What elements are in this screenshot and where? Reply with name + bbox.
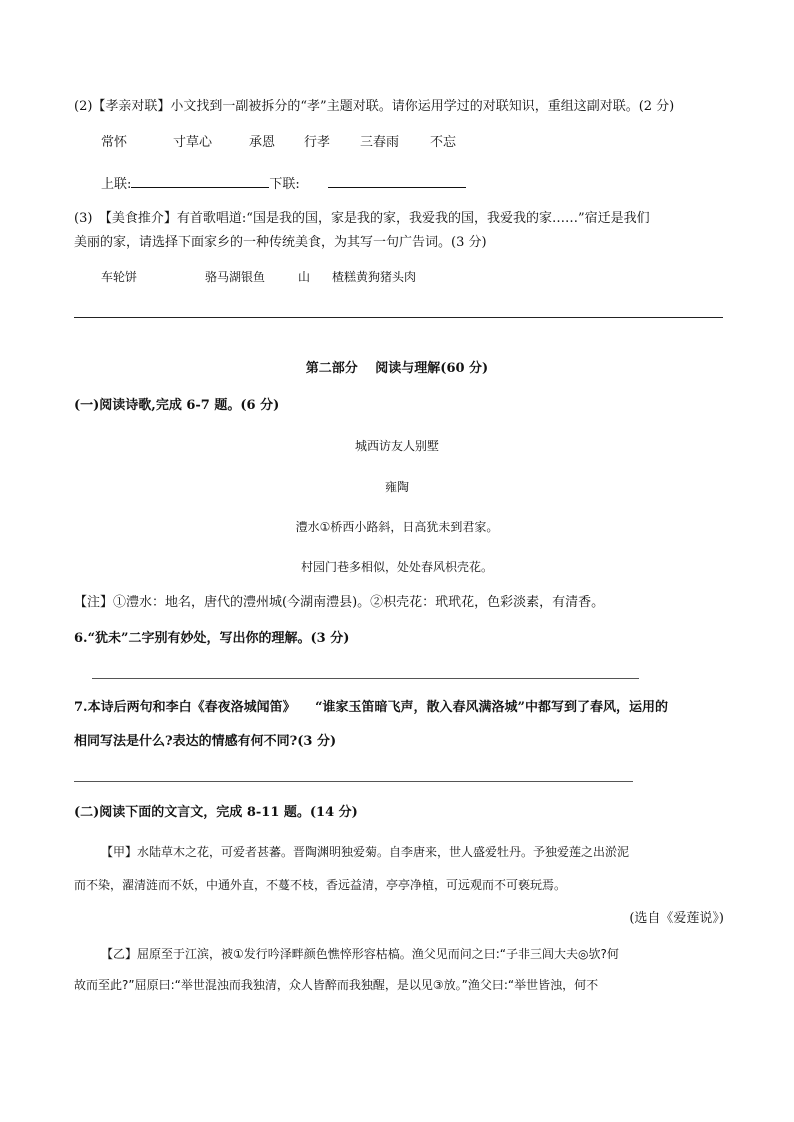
- passage-jia-line1: 【甲】水陆草木之花，可爱者甚蕃。晋陶渊明独爱菊。自李唐来，世人盛爱牡丹。予独爱莲之出淤泥: [101, 845, 630, 859]
- q6-answer-line[interactable]: [92, 678, 639, 679]
- q2-word-3: 承恩: [249, 135, 276, 150]
- passage-yi-line1: 【乙】屈原至于江滨，被①发行吟泽畔颜色憔悴形容枯槁。渔父见而问之曰:“子非三闾大夫◎欤?何: [101, 947, 619, 961]
- section-divider: [74, 317, 723, 318]
- q2-word-5: 三春雨: [360, 135, 400, 150]
- q2-word-2: 寸草心: [173, 135, 213, 150]
- question-7-line1: 7.本诗后两句和李白《春夜洛城闻笛》 “谁家玉笛暗飞声，散入春风满洛城”中都写到了春风，运用的: [74, 700, 669, 715]
- food-option-2: 骆马湖银鱼: [205, 270, 266, 284]
- q2-word-4: 行孝: [304, 135, 331, 150]
- food-option-1: 车轮饼: [101, 270, 138, 284]
- q2-word-1: 常怀: [101, 135, 128, 150]
- section1-title: (一)阅读诗歌,完成 6-7 题。(6 分): [74, 398, 280, 413]
- food-option-3: 山: [298, 270, 311, 284]
- section2-title: (二)阅读下面的文言文，完成 8-11 题。(14 分): [74, 805, 358, 820]
- question-6: 6.“犹未”二字别有妙处，写出你的理解。(3 分): [74, 631, 350, 646]
- q2-stem: (2)【孝亲对联】小文找到一副被拆分的“孝”主题对联。请你运用学过的对联知识，重组这副对联。(2 分): [74, 99, 675, 114]
- lower-couplet-blank[interactable]: [328, 174, 466, 188]
- q3-stem-line1: (3) 【美食推介】有首歌唱道:“国是我的国，家是我的家，我爱我的国，我爱我的家……”宿迁是我们: [74, 211, 650, 226]
- lower-couplet-label: 下联:: [269, 177, 300, 192]
- passage-jia-line2: 而不染，濯清涟而不妖，中通外直，不蔓不枝，香远益清，亭亭净植，可远观而不可亵玩焉。: [74, 878, 567, 892]
- q2-word-6: 不忘: [430, 135, 457, 150]
- poem-author: 雍陶: [384, 480, 409, 494]
- food-option-4: 楂糕黄狗猪头肉: [332, 270, 417, 284]
- poem-note: 【注】①澧水：地名，唐代的澧州城(今湖南澧县)。②枳壳花：玳玳花，色彩淡素，有清香。: [74, 595, 605, 610]
- q2-answer-line: [101, 174, 466, 194]
- upper-couplet-blank[interactable]: [131, 174, 269, 188]
- part2-title: 第二部分 阅读与理解(60 分): [305, 361, 489, 376]
- poem-line-2: 村园门巷多相似，处处春风枳壳花。: [300, 560, 493, 574]
- upper-couplet-label: 上联:: [101, 177, 132, 192]
- q7-answer-line[interactable]: [74, 781, 633, 782]
- question-7-line2: 相同写法是什么?表达的情感有何不同?(3 分): [74, 734, 337, 749]
- passage-yi-line2: 故而至此?”屈原曰:“举世混浊而我独清，众人皆醉而我独醒，是以见③放。”渔父曰:“举世皆浊，何不: [74, 978, 599, 992]
- poem-title: 城西访友人别墅: [354, 439, 439, 453]
- q3-stem-line2: 美丽的家，请选择下面家乡的一种传统美食，为其写一句广告词。(3 分): [74, 235, 487, 250]
- passage-jia-source: (选自《爱莲说》): [629, 911, 724, 926]
- poem-line-1: 澧水①桥西小路斜，日高犹未到君家。: [295, 520, 499, 534]
